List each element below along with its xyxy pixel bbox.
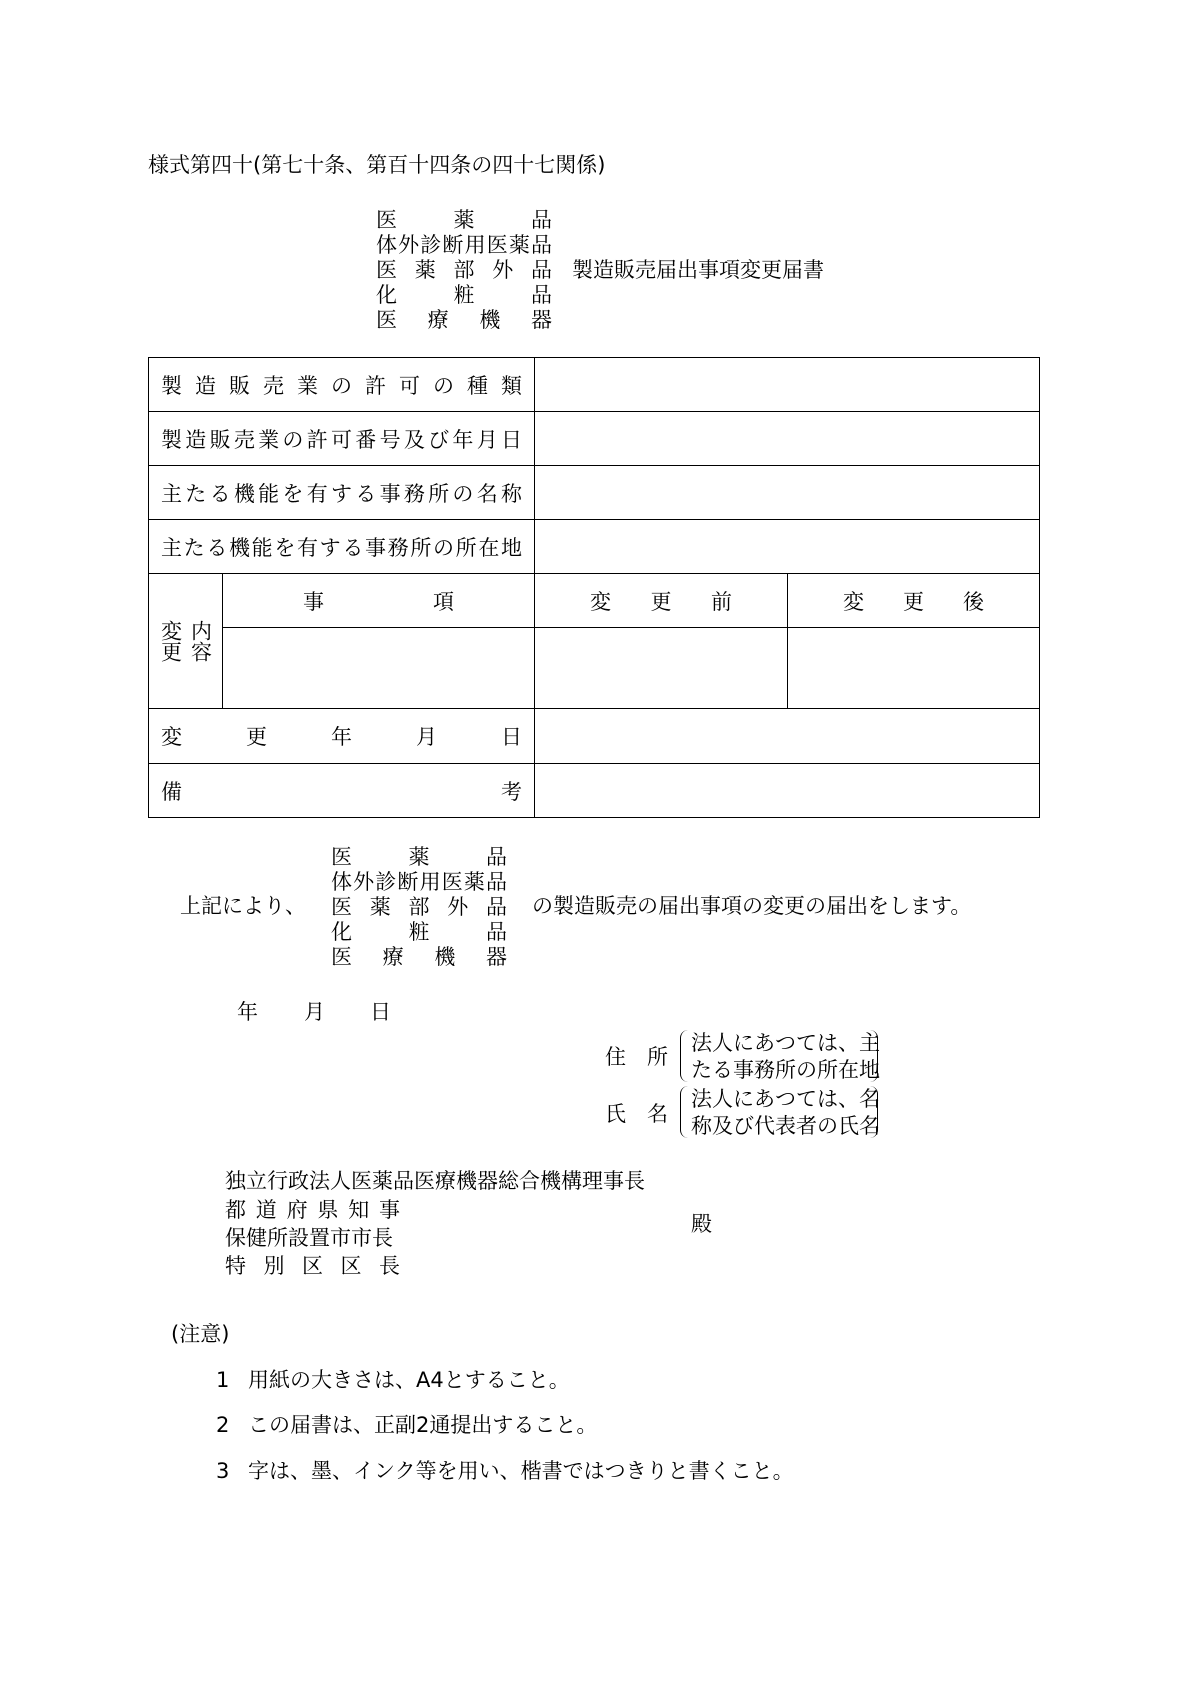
remarks-field[interactable] [535, 764, 1040, 818]
office-address-field[interactable] [535, 520, 1040, 574]
category-item: 体外診断用医薬品 [376, 233, 552, 257]
declaration-suffix: の製造販売の届出事項の変更の届出をします。 [532, 894, 972, 918]
permit-number-date-field[interactable] [535, 412, 1040, 466]
note-number: 1 [216, 1368, 230, 1392]
office-name-field[interactable] [535, 466, 1040, 520]
category-item: 体外診断用医薬品 [331, 870, 507, 894]
change-before-field[interactable] [535, 628, 788, 709]
category-item: 医療機器 [331, 945, 507, 969]
category-item: 化粧品 [331, 920, 507, 944]
category-item: 医療機器 [376, 308, 552, 332]
header-item: 事項 [223, 574, 535, 628]
honorific: 殿 [691, 1212, 712, 1236]
declaration-category-list [331, 845, 507, 970]
date-year: 年 [237, 1000, 258, 1024]
note-text: この届書は、正副2通提出すること。 [248, 1413, 598, 1437]
category-item: 医薬品 [331, 845, 507, 869]
category-item: 医薬部外品 [331, 895, 507, 919]
row-label: 主たる機能を有する事務所の名称 [149, 466, 535, 520]
header-category-list [376, 208, 552, 333]
address-label: 住 所 [605, 1045, 668, 1069]
change-item-field[interactable] [223, 628, 535, 709]
row-label: 製造販売業の許可番号及び年月日 [149, 412, 535, 466]
category-item: 医薬部外品 [376, 258, 552, 282]
note-number: 3 [216, 1459, 230, 1483]
change-date-field[interactable] [535, 709, 1040, 764]
note-text: 字は、墨、インク等を用い、楷書ではつきりと書くこと。 [248, 1459, 794, 1483]
date-month: 月 [304, 1000, 325, 1024]
permit-type-field[interactable] [535, 358, 1040, 412]
name-label: 氏 名 [605, 1102, 668, 1126]
document-title: 製造販売届出事項変更届書 [572, 258, 824, 282]
addressee: 独立行政法人医薬品医療機器総合機構理事長 [225, 1169, 645, 1193]
header-before: 変更前 [535, 574, 788, 628]
row-label: 製造販売業の許可の種類 [149, 358, 535, 412]
addressee: 保健所設置市市長 [225, 1226, 393, 1250]
change-content-label: 変更 内容 [149, 574, 223, 709]
row-label: 主たる機能を有する事務所の所在地 [149, 520, 535, 574]
addressee: 都道府県知事 [225, 1198, 400, 1222]
declaration-prefix: 上記により、 [180, 894, 306, 918]
category-item: 化粧品 [376, 283, 552, 307]
change-after-field[interactable] [788, 628, 1040, 709]
address-note-line: 法人にあつては、主 [691, 1031, 880, 1055]
date-day: 日 [370, 1000, 391, 1024]
change-date-label: 変更年月日 [149, 709, 535, 764]
name-note-line: 法人にあつては、名 [691, 1087, 880, 1111]
form-number: 様式第四十(第七十条、第百十四条の四十七関係) [148, 153, 606, 177]
note-number: 2 [216, 1413, 230, 1437]
remarks-label: 備 考 [149, 764, 535, 818]
note-text: 用紙の大きさは、A4とすること。 [248, 1368, 570, 1392]
address-note-line: たる事務所の所在地 [691, 1058, 880, 1082]
addressee: 特別区区長 [225, 1254, 400, 1278]
category-item: 医薬品 [376, 208, 552, 232]
form-table [148, 357, 1040, 818]
header-after: 変更後 [788, 574, 1040, 628]
notes-heading: (注意) [171, 1322, 230, 1346]
name-note-line: 称及び代表者の氏名 [691, 1114, 880, 1138]
